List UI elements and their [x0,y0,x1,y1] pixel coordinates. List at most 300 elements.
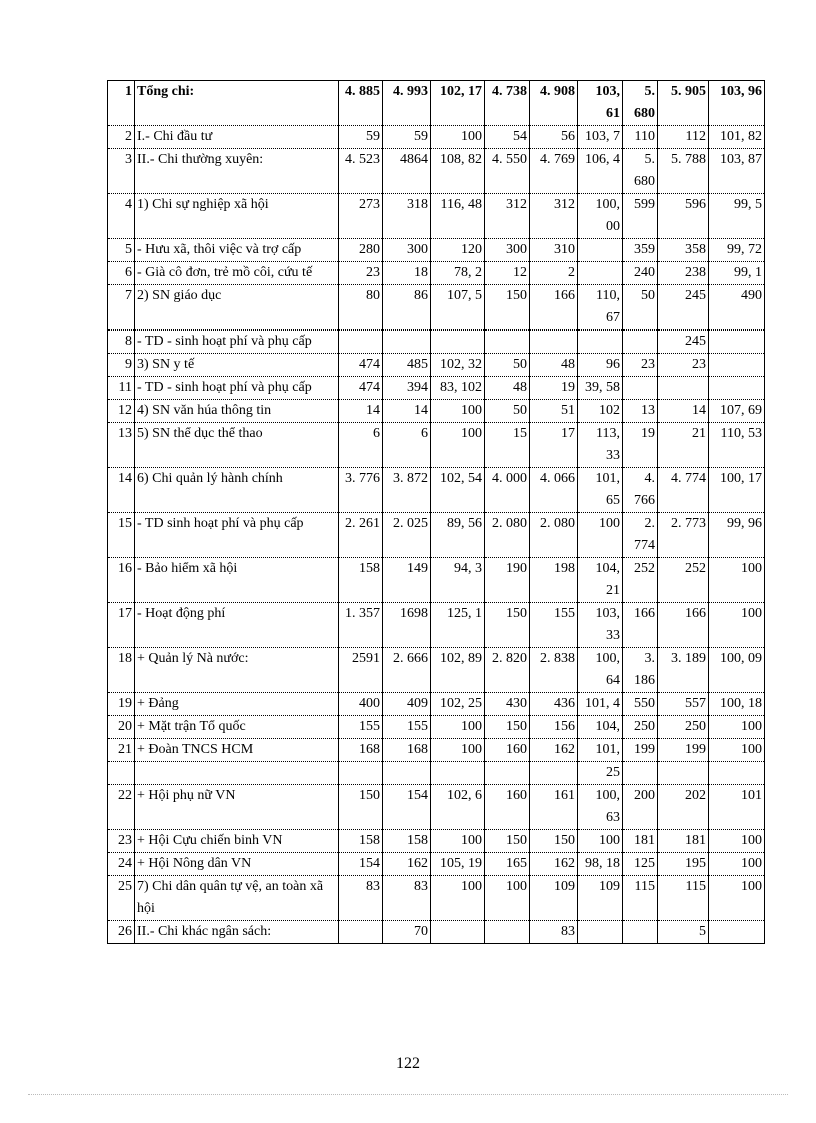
table-row [108,739,765,762]
table-row [108,194,765,239]
value-cell: 2. 820 [485,648,530,693]
value-cell: 14 [658,400,709,423]
table-row [108,762,765,785]
table-body [108,81,765,944]
value-cell: 394 [383,377,431,400]
item-name-cell: + Mặt trận Tổ quốc [135,716,339,739]
value-cell: 14 [383,400,431,423]
value-cell: 103, 61 [578,81,623,126]
value-cell: 115 [658,876,709,921]
value-cell: 21 [658,423,709,468]
value-cell: 54 [485,126,530,149]
value-cell: 104, [578,716,623,739]
value-cell: 245 [658,331,709,354]
table-row [108,693,765,716]
value-cell [339,921,383,944]
value-cell: 99, 1 [709,262,765,285]
item-name-cell: + Đảng [135,693,339,716]
value-cell: 12 [485,262,530,285]
value-cell: 158 [383,830,431,853]
row-number-cell: 13 [108,423,135,468]
value-cell: 485 [383,354,431,377]
row-number-cell: 4 [108,194,135,239]
value-cell: 100 [709,739,765,762]
value-cell: 2. 666 [383,648,431,693]
value-cell: 4. 523 [339,149,383,194]
row-number-cell: 21 [108,739,135,762]
table-row [108,716,765,739]
value-cell: 596 [658,194,709,239]
value-cell: 102, 89 [431,648,485,693]
value-cell: 59 [339,126,383,149]
value-cell: 200 [623,785,658,830]
value-cell: 115 [623,876,658,921]
value-cell: 96 [578,354,623,377]
value-cell: 4. 993 [383,81,431,126]
value-cell: 78, 2 [431,262,485,285]
row-number-cell: 18 [108,648,135,693]
value-cell: 101 [709,785,765,830]
value-cell: 102, 6 [431,785,485,830]
item-name-cell: 3) SN y tế [135,354,339,377]
value-cell: 150 [530,830,578,853]
value-cell: 150 [339,785,383,830]
value-cell [578,239,623,262]
item-name-cell: - TD - sinh hoạt phí và phụ cấp [135,377,339,400]
table-row [108,853,765,876]
value-cell: 102, 25 [431,693,485,716]
row-number-cell: 19 [108,693,135,716]
value-cell: 100 [431,830,485,853]
value-cell: 100 [709,603,765,648]
item-name-cell: 1) Chi sự nghiệp xã hội [135,194,339,239]
value-cell: 199 [658,739,709,762]
item-name-cell: 5) SN thể dục thể thao [135,423,339,468]
item-name-cell: + Hội phụ nữ VN [135,785,339,830]
row-number-cell: 22 [108,785,135,830]
value-cell: 2. 025 [383,513,431,558]
value-cell [339,331,383,354]
value-cell: 98, 18 [578,853,623,876]
row-number-cell: 8 [108,331,135,354]
value-cell [431,762,485,785]
value-cell: 51 [530,400,578,423]
value-cell: 149 [383,558,431,603]
table-row [108,558,765,603]
value-cell: 18 [383,262,431,285]
value-cell: 158 [339,830,383,853]
value-cell: 490 [709,285,765,330]
value-cell: 109 [578,876,623,921]
value-cell: 15 [485,423,530,468]
value-cell: 4. 908 [530,81,578,126]
value-cell: 359 [623,239,658,262]
value-cell: 181 [658,830,709,853]
row-number-cell [108,762,135,785]
value-cell: 100 [431,423,485,468]
value-cell: 100, 09 [709,648,765,693]
table-row [108,262,765,285]
value-cell: 50 [485,354,530,377]
value-cell [339,762,383,785]
value-cell: 102, 32 [431,354,485,377]
value-cell [623,921,658,944]
item-name-cell: - Hưu xã, thôi việc và trợ cấp [135,239,339,262]
value-cell: 100 [431,400,485,423]
row-number-cell: 25 [108,876,135,921]
value-cell: 100 [431,716,485,739]
item-name-cell: Tổng chi: [135,81,339,126]
value-cell: 318 [383,194,431,239]
value-cell: 195 [658,853,709,876]
row-number-cell: 24 [108,853,135,876]
value-cell: 240 [623,262,658,285]
value-cell [383,331,431,354]
value-cell: 48 [530,354,578,377]
value-cell [658,762,709,785]
value-cell: 162 [530,853,578,876]
value-cell [623,377,658,400]
table-row [108,648,765,693]
table-row [108,468,765,513]
value-cell: 4. 766 [623,468,658,513]
value-cell: 4. 550 [485,149,530,194]
value-cell: 150 [485,716,530,739]
item-name-cell: - Bảo hiểm xã hội [135,558,339,603]
item-name-cell: I.- Chi đầu tư [135,126,339,149]
value-cell: 160 [485,739,530,762]
value-cell: 106, 4 [578,149,623,194]
value-cell: 120 [431,239,485,262]
value-cell: 181 [623,830,658,853]
value-cell: 252 [623,558,658,603]
value-cell: 100, 00 [578,194,623,239]
budget-expenditure-table [107,80,765,944]
value-cell: 103, 87 [709,149,765,194]
table-row [108,921,765,944]
value-cell: 48 [485,377,530,400]
value-cell: 168 [383,739,431,762]
value-cell: 23 [339,262,383,285]
value-cell: 190 [485,558,530,603]
item-name-cell: II.- Chi thường xuyên: [135,149,339,194]
value-cell: 150 [485,603,530,648]
item-name-cell: + Hội Cựu chiến binh VN [135,830,339,853]
value-cell: 474 [339,354,383,377]
value-cell: 280 [339,239,383,262]
value-cell: 4. 066 [530,468,578,513]
value-cell: 100 [578,513,623,558]
value-cell: 100, 18 [709,693,765,716]
value-cell: 310 [530,239,578,262]
value-cell: 165 [485,853,530,876]
value-cell: 83 [339,876,383,921]
value-cell: 2. 080 [530,513,578,558]
value-cell: 273 [339,194,383,239]
value-cell [623,331,658,354]
table-row [108,354,765,377]
value-cell: 94, 3 [431,558,485,603]
value-cell: 162 [530,739,578,762]
table-row [108,400,765,423]
value-cell: 109 [530,876,578,921]
table-row [108,285,765,330]
value-cell [709,921,765,944]
value-cell [578,331,623,354]
value-cell: 3. 776 [339,468,383,513]
value-cell: 50 [623,285,658,330]
item-name-cell: 7) Chi dân quân tự vệ, an toàn xã hội [135,876,339,921]
row-number-cell: 26 [108,921,135,944]
table-row [108,81,765,126]
value-cell [658,377,709,400]
value-cell: 113, 33 [578,423,623,468]
value-cell: 155 [339,716,383,739]
row-number-cell: 5 [108,239,135,262]
value-cell: 110 [623,126,658,149]
value-cell: 14 [339,400,383,423]
item-name-cell: - Hoạt động phí [135,603,339,648]
item-name-cell: + Quản lý Nà nước: [135,648,339,693]
value-cell: 5 [658,921,709,944]
value-cell: 154 [383,785,431,830]
value-cell: 5. 788 [658,149,709,194]
value-cell [530,762,578,785]
table-row [108,876,765,921]
value-cell: 2. 838 [530,648,578,693]
item-name-cell: - TD sinh hoạt phí và phụ cấp [135,513,339,558]
value-cell: 3. 186 [623,648,658,693]
value-cell: 2. 080 [485,513,530,558]
value-cell [383,762,431,785]
value-cell [709,377,765,400]
value-cell: 6 [339,423,383,468]
value-cell: 409 [383,693,431,716]
value-cell: 160 [485,785,530,830]
value-cell: 1698 [383,603,431,648]
value-cell: 100 [485,876,530,921]
value-cell: 2. 774 [623,513,658,558]
value-cell: 400 [339,693,383,716]
value-cell: 599 [623,194,658,239]
value-cell: 100 [709,876,765,921]
value-cell: 125, 1 [431,603,485,648]
row-number-cell: 23 [108,830,135,853]
value-cell [530,331,578,354]
value-cell: 103, 33 [578,603,623,648]
table-row [108,423,765,468]
value-cell: 70 [383,921,431,944]
value-cell: 250 [623,716,658,739]
value-cell: 102, 54 [431,468,485,513]
value-cell: 166 [530,285,578,330]
value-cell: 550 [623,693,658,716]
row-number-cell: 9 [108,354,135,377]
value-cell: 100, 63 [578,785,623,830]
value-cell: 101, 4 [578,693,623,716]
value-cell: 100 [709,830,765,853]
value-cell: 4. 738 [485,81,530,126]
value-cell: 100 [431,126,485,149]
item-name-cell: II.- Chi khác ngân sách: [135,921,339,944]
value-cell: 25 [578,762,623,785]
item-name-cell: + Đoàn TNCS HCM [135,739,339,762]
value-cell: 103, 96 [709,81,765,126]
value-cell: 5. 680 [623,81,658,126]
value-cell: 6 [383,423,431,468]
value-cell: 112 [658,126,709,149]
value-cell [485,331,530,354]
item-name-cell: - TD - sinh hoạt phí và phụ cấp [135,331,339,354]
value-cell: 100, 64 [578,648,623,693]
value-cell: 3. 872 [383,468,431,513]
value-cell [578,921,623,944]
value-cell: 150 [485,285,530,330]
row-number-cell: 16 [108,558,135,603]
value-cell: 4. 769 [530,149,578,194]
value-cell: 156 [530,716,578,739]
value-cell: 166 [623,603,658,648]
value-cell: 168 [339,739,383,762]
value-cell: 312 [485,194,530,239]
value-cell: 13 [623,400,658,423]
item-name-cell: 2) SN giáo dục [135,285,339,330]
value-cell: 19 [623,423,658,468]
value-cell [709,762,765,785]
value-cell: 5. 680 [623,149,658,194]
value-cell: 162 [383,853,431,876]
value-cell: 83, 102 [431,377,485,400]
value-cell: 4. 885 [339,81,383,126]
value-cell: 155 [530,603,578,648]
value-cell: 101, 82 [709,126,765,149]
item-name-cell: - Già cô đơn, trẻ mồ côi, cứu tế [135,262,339,285]
value-cell: 104, 21 [578,558,623,603]
value-cell: 105, 19 [431,853,485,876]
value-cell [431,921,485,944]
value-cell: 100 [431,739,485,762]
value-cell: 436 [530,693,578,716]
value-cell: 2591 [339,648,383,693]
value-cell: 80 [339,285,383,330]
value-cell: 86 [383,285,431,330]
value-cell: 150 [485,830,530,853]
row-number-cell: 14 [108,468,135,513]
value-cell: 100 [709,558,765,603]
value-cell: 198 [530,558,578,603]
value-cell: 101, [578,739,623,762]
value-cell: 59 [383,126,431,149]
value-cell: 100 [709,853,765,876]
value-cell: 107, 5 [431,285,485,330]
table-row [108,785,765,830]
page-number: 122 [396,1055,420,1072]
value-cell: 50 [485,400,530,423]
row-number-cell: 12 [108,400,135,423]
table-row [108,603,765,648]
value-cell [485,762,530,785]
value-cell: 166 [658,603,709,648]
value-cell: 155 [383,716,431,739]
value-cell: 83 [383,876,431,921]
value-cell: 102 [578,400,623,423]
item-name-cell: 6) Chi quản lý hành chính [135,468,339,513]
item-name-cell: + Hội Nông dân VN [135,853,339,876]
value-cell [431,331,485,354]
value-cell: 4864 [383,149,431,194]
value-cell: 245 [658,285,709,330]
row-number-cell: 17 [108,603,135,648]
value-cell [709,354,765,377]
value-cell [485,921,530,944]
value-cell: 110, 67 [578,285,623,330]
table-row [108,513,765,558]
table-row [108,149,765,194]
value-cell: 100, 17 [709,468,765,513]
value-cell: 56 [530,126,578,149]
value-cell: 4. 774 [658,468,709,513]
value-cell: 5. 905 [658,81,709,126]
value-cell: 154 [339,853,383,876]
value-cell: 83 [530,921,578,944]
value-cell: 300 [383,239,431,262]
value-cell: 2 [530,262,578,285]
table-row [108,377,765,400]
value-cell: 252 [658,558,709,603]
value-cell: 110, 53 [709,423,765,468]
value-cell: 4. 000 [485,468,530,513]
value-cell [578,262,623,285]
value-cell: 202 [658,785,709,830]
value-cell: 161 [530,785,578,830]
value-cell: 158 [339,558,383,603]
value-cell: 199 [623,739,658,762]
value-cell: 107, 69 [709,400,765,423]
footer-divider [28,1094,788,1095]
value-cell: 300 [485,239,530,262]
value-cell: 430 [485,693,530,716]
row-number-cell: 7 [108,285,135,330]
value-cell: 2. 773 [658,513,709,558]
value-cell: 3. 189 [658,648,709,693]
row-number-cell: 6 [108,262,135,285]
table-row [108,830,765,853]
value-cell: 1. 357 [339,603,383,648]
row-number-cell: 2 [108,126,135,149]
table-row [108,126,765,149]
value-cell: 17 [530,423,578,468]
value-cell: 101, 65 [578,468,623,513]
value-cell: 238 [658,262,709,285]
value-cell: 312 [530,194,578,239]
value-cell: 116, 48 [431,194,485,239]
table-row [108,239,765,262]
row-number-cell: 3 [108,149,135,194]
value-cell: 99, 5 [709,194,765,239]
item-name-cell: 4) SN văn húa thông tin [135,400,339,423]
value-cell: 557 [658,693,709,716]
value-cell: 23 [623,354,658,377]
value-cell: 2. 261 [339,513,383,558]
value-cell: 99, 96 [709,513,765,558]
value-cell: 474 [339,377,383,400]
value-cell: 39, 58 [578,377,623,400]
value-cell: 358 [658,239,709,262]
value-cell: 19 [530,377,578,400]
value-cell [709,331,765,354]
value-cell: 125 [623,853,658,876]
value-cell: 99, 72 [709,239,765,262]
